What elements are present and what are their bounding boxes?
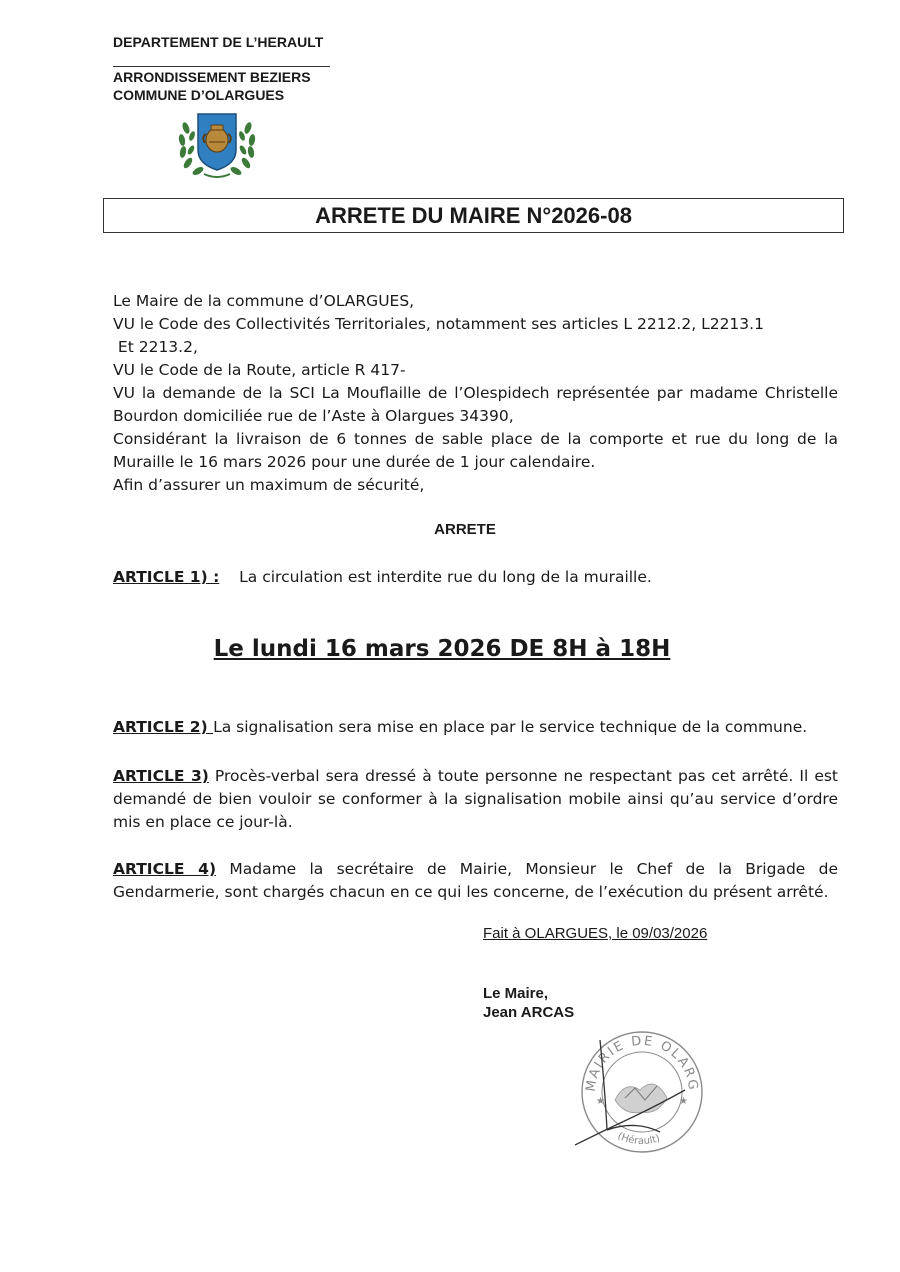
article-text: Madame la secrétaire de Mairie, Monsieur le Chef de la Brigade de Gendarmerie, sont chargés chacun en ce qui les concerne, de l’exécution du présent arrêté. [113,860,843,901]
article-label: ARTICLE 2) [113,718,214,736]
date-line-wrapper [0,636,884,662]
article-3 [113,765,843,834]
svg-text:★: ★ [679,1096,688,1107]
preamble-line: Considérant la livraison de 6 tonnes de sable place de la comporte et rue du long de la Muraille le 16 mars 2026 pour une durée de 1 jour calendaire. [113,430,838,471]
preamble [113,290,838,497]
article-text: La signalisation sera mise en place par le service technique de la commune. [213,718,808,736]
closure-date: Le lundi 16 mars 2026 DE 8H à 18H [213,636,671,662]
article-2 [113,716,838,739]
header-divider [113,66,330,67]
department-heading: DEPARTEMENT DE L’HERAULT [113,34,324,50]
arrete-heading: ARRETE [434,521,496,538]
signatory-name: Jean ARCAS [483,1004,575,1021]
commune-heading: COMMUNE D’OLARGUES [113,87,285,103]
article-label: ARTICLE 1) : [113,568,220,586]
preamble-line: VU le Code des Collectivités Territoriales, notamment ses articles L 2212.2, L2213.1 [113,315,764,333]
preamble-line: Afin d’assurer un maximum de sécurité, [113,476,425,494]
article-label: ARTICLE 3) [113,767,209,785]
preamble-line: VU le Code de la Route, article R 417- [113,361,406,379]
mairie-stamp [565,1020,715,1160]
place-date: Fait à OLARGUES, le 09/03/2026 [483,925,708,942]
article-1 [113,566,838,589]
article-text: La circulation est interdite rue du long de la muraille. [239,568,652,586]
signatory-role: Le Maire, [483,985,549,1002]
decree-title: ARRETE DU MAIRE N°2026-08 [103,198,844,233]
svg-text:★: ★ [596,1096,605,1107]
preamble-line: VU la demande de la SCI La Mouflaille de l’Olespidech représentée par madame Christelle Bourdon domiciliée rue de l’Aste à Olargues 34390, [113,384,838,425]
svg-text:(Hérault): (Hérault) [615,1130,662,1148]
preamble-line: Le Maire de la commune d’OLARGUES, [113,292,415,310]
coat-of-arms-icon [174,110,260,182]
preamble-line: Et 2213.2, [113,338,198,356]
svg-text:MAIRIE DE OLARGUES: MAIRIE DE OLARG [583,1033,701,1093]
article-text: Procès-verbal sera dressé à toute personne ne respectant pas cet arrêté. Il est demandé de bien vouloir se conformer à la signalisation mobile ainsi qu’au service d’ordre mis en place ce jour-là. [113,767,843,831]
arrondissement-heading: ARRONDISSEMENT BEZIERS [113,69,311,85]
article-4 [113,858,843,904]
article-label: ARTICLE 4) [113,860,217,878]
